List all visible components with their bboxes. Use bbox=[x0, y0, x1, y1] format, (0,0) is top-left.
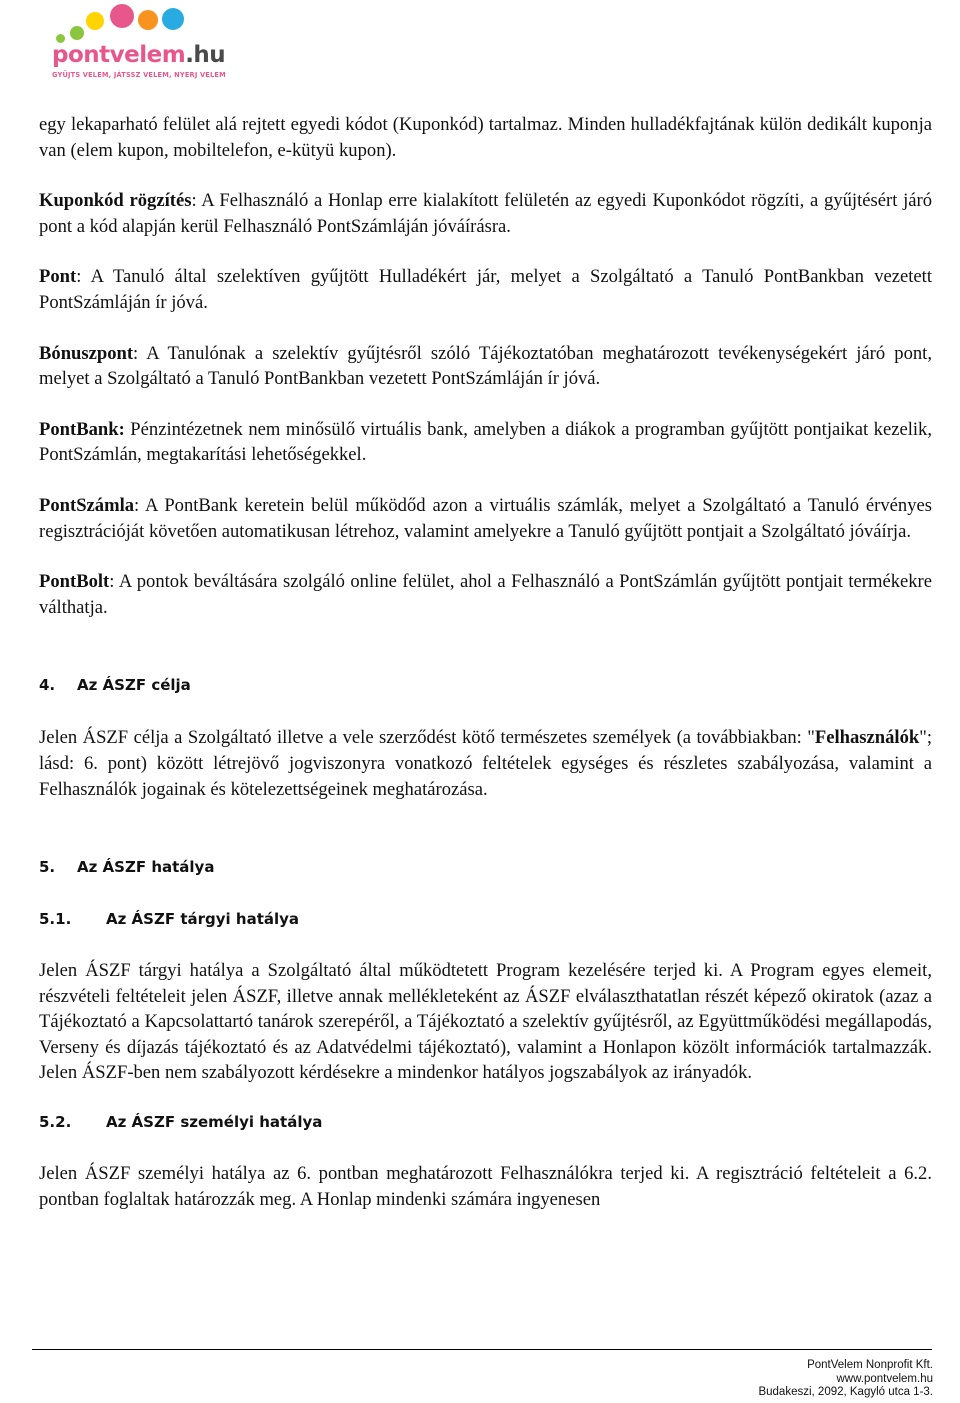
term-pontbolt: PontBolt bbox=[39, 571, 110, 593]
footer-company: PontVelem Nonprofit Kft. bbox=[807, 1359, 933, 1371]
section-title: Az ÁSZF hatálya bbox=[77, 858, 215, 877]
definition-text: : A Tanuló által szelektíven gyűjtött Hulladékért jár, melyet a Szolgáltató a Tanuló PontBankban vezetett PontSzámláján ír jóvá. bbox=[39, 266, 932, 313]
text-segment: Jelen ÁSZF célja a Szolgáltató illetve a vele szerződést kötő természetes személyek (a továbbiakban: " bbox=[39, 727, 815, 749]
logo-dot-green bbox=[70, 26, 84, 40]
logo-dot-pink bbox=[110, 4, 134, 28]
logo-dot-yellow bbox=[86, 12, 104, 30]
paragraph-pontszamla bbox=[39, 493, 932, 544]
page-footer bbox=[758, 1359, 933, 1400]
paragraph-kupon: egy lekaparható felület alá rejtett egyedi kódot (Kuponkód) tartalmaz. Minden hulladékfajtának külön dedikált kuponja van (elem kupon, mobiltelefon, e-kütyü kupon). bbox=[39, 114, 932, 161]
definition-text: : A Tanulónak a szelektív gyűjtésről szóló Tájékoztatóban meghatározott tevékenységekért járó pont, melyet a Szolgáltató a Tanuló PontBankban vezetett PontSzámláján ír jóvá. bbox=[39, 342, 932, 390]
term-kuponkod-rogzites: Kuponkód rögzítés bbox=[39, 190, 192, 212]
logo-wordmark bbox=[52, 42, 225, 68]
text-segment: "; lásd: 6. pont) között létrejövő jogviszonyra vonatkozó feltételek egységes és részletes szabályozása, valamint a Felhasználók jogainak és kötelezettségeinek meghatározása. bbox=[39, 727, 932, 800]
term-bonuszpont: Bónuszpont bbox=[39, 342, 134, 364]
logo-dot-orange bbox=[138, 10, 158, 30]
definition-text: : A Felhasználó a Honlap erre kialakított felületén az egyedi Kuponkódot rögzíti, a gyűjtésért járó pont a kód alapján kerül Felhasználó PontSzámláján jóváírásra. bbox=[39, 190, 932, 237]
term-pont: Pont bbox=[39, 266, 77, 288]
logo-brand: pontvelem bbox=[52, 42, 186, 68]
logo-domain: .hu bbox=[185, 42, 226, 68]
paragraph-szemelyi-hataly: Jelen ÁSZF személyi hatálya az 6. pontban meghatározott Felhasználókra terjed ki. A regisztráció feltételeit a 6.2. pontban foglaltak határozzák meg. A Honlap mindenki számára ingyenesen bbox=[39, 1163, 932, 1210]
logo-dots-graphic bbox=[48, 4, 218, 44]
section-number: 5. bbox=[39, 858, 56, 877]
section-heading-4 bbox=[39, 674, 932, 696]
paragraph-pontbolt bbox=[39, 569, 932, 620]
pontvelem-logo[interactable] bbox=[48, 4, 226, 80]
logo-dot-blue bbox=[162, 8, 184, 30]
term-felhasznalok: Felhasználók bbox=[814, 727, 920, 749]
paragraph-pont bbox=[39, 264, 932, 315]
definition-text: Pénzintézetnek nem minősülő virtuális bank, amelyben a diákok a programban gyűjtött pontjaikat kezelik, PontSzámlán, megtakarítási lehetőségekkel. bbox=[39, 418, 932, 466]
section-title: Az ÁSZF célja bbox=[77, 676, 191, 695]
section-heading-5-2 bbox=[39, 1111, 932, 1133]
term-pontszamla: PontSzámla bbox=[39, 494, 135, 516]
definition-text: : A PontBank keretein belül működőd azon a virtuális számlák, melyet a Szolgáltató a Tanuló érvényes regisztrációját követően automatikusan létrehoz, valamint amelyekre a Tanuló gyűjtött pontjait a Szolgáltató jóváírja. bbox=[39, 494, 932, 542]
section-heading-5 bbox=[39, 856, 932, 878]
footer-address: Budakeszi, 2092, Kagyló utca 1-3. bbox=[758, 1386, 933, 1398]
footer-website[interactable]: www.pontvelem.hu bbox=[836, 1372, 933, 1385]
section-number: 5.1. bbox=[39, 910, 72, 929]
document-body bbox=[39, 112, 932, 1212]
footer-divider bbox=[32, 1349, 932, 1350]
term-pontbank: PontBank: bbox=[39, 418, 125, 440]
paragraph-pontbank bbox=[39, 417, 932, 468]
paragraph-targyi-hataly: Jelen ÁSZF tárgyi hatálya a Szolgáltató által működtetett Program kezelésére terjed ki. A Program egyes elemeit, részvételi feltételeit jelen ÁSZF, illetve annak mellékleteként az ÁSZF elválaszthatatlan részét képező okiratok (azaz a Tájékoztató a Kapcsolattartó tanárok szerepéről, a Tájékoztató a szelektív gyűjtésről, az Együttműködési megállapodás, Verseny és díjazás tájékoztató és az Adatvédelmi tájékoztató), valamint a Honlapon közölt információk tartalmazzák. Jelen ÁSZF-ben nem szabályozott kérdésekre a mindenkor hatályos jogszabályok az irányadók. bbox=[39, 960, 932, 1084]
section-number: 4. bbox=[39, 676, 56, 695]
logo-tagline: GYŰJTS VELEM, JÁTSSZ VELEM, NYERJ VELEM bbox=[52, 71, 226, 79]
section-title: Az ÁSZF tárgyi hatálya bbox=[106, 910, 300, 929]
paragraph-kuponkod-rogzites bbox=[39, 188, 932, 239]
section-title: Az ÁSZF személyi hatálya bbox=[106, 1113, 323, 1132]
definition-text: : A pontok beváltására szolgáló online felület, ahol a Felhasználó a PontSzámlán gyűjtött pontjait termékekre válthatja. bbox=[39, 571, 932, 618]
section-heading-5-1 bbox=[39, 908, 932, 930]
paragraph-bonuszpont bbox=[39, 341, 932, 392]
paragraph-aszf-celja bbox=[39, 725, 932, 802]
section-number: 5.2. bbox=[39, 1113, 72, 1132]
